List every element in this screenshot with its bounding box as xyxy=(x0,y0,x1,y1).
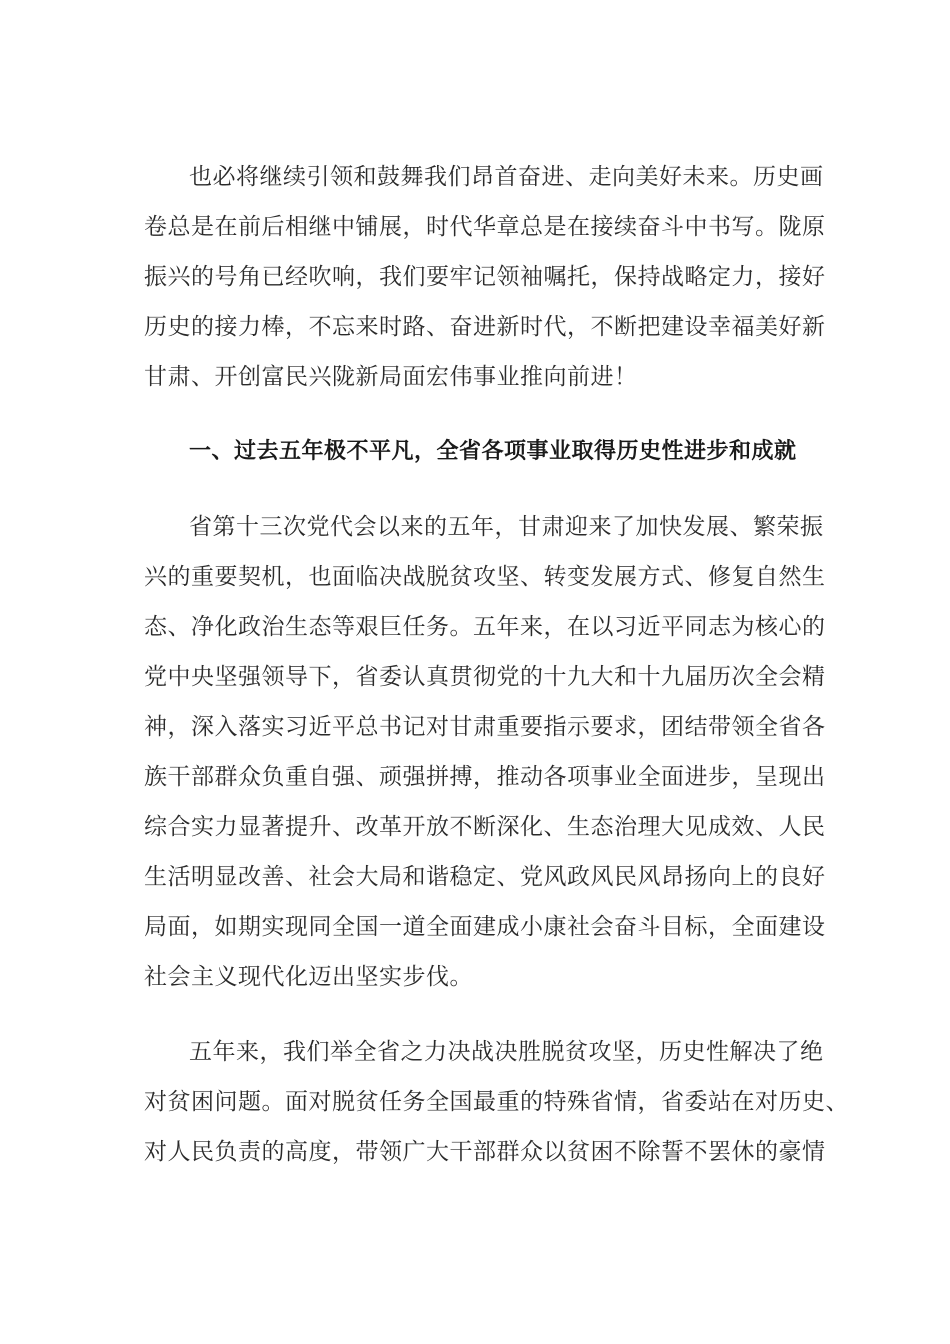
paragraph-1-line-2: 卷总是在前后相继中铺展，时代华章总是在接续奋斗中书写。陇原 xyxy=(144,214,826,240)
paragraph-2-line-3: 态、净化政治生态等艰巨任务。五年来，在以习近平同志为核心的 xyxy=(144,614,826,640)
paragraph-3-line-3: 对人民负责的高度，带领广大干部群众以贫困不除誓不罢休的豪情 xyxy=(144,1139,826,1165)
paragraph-2-line-5: 神，深入落实习近平总书记对甘肃重要指示要求，团结带领全省各 xyxy=(144,714,826,740)
paragraph-2-line-7: 综合实力显著提升、改革开放不断深化、生态治理大见成效、人民 xyxy=(144,814,826,840)
paragraph-1-line-3: 振兴的号角已经吹响，我们要牢记领袖嘱托，保持战略定力，接好 xyxy=(144,264,826,290)
section-heading: 一、过去五年极不平凡，全省各项事业取得历史性进步和成就 xyxy=(189,439,797,464)
paragraph-2-line-6: 族干部群众负重自强、顽强拼搏，推动各项事业全面进步，呈现出 xyxy=(144,764,826,790)
paragraph-3-line-1: 五年来，我们举全省之力决战决胜脱贫攻坚，历史性解决了绝 xyxy=(189,1039,824,1065)
paragraph-2-line-2: 兴的重要契机，也面临决战脱贫攻坚、转变发展方式、修复自然生 xyxy=(144,564,826,590)
paragraph-2-line-8: 生活明显改善、社会大局和谐稳定、党风政风民风昂扬向上的良好 xyxy=(144,864,826,890)
paragraph-1-line-5: 甘肃、开创富民兴陇新局面宏伟事业推向前进！ xyxy=(144,364,638,390)
paragraph-3-line-2: 对贫困问题。面对脱贫任务全国最重的特殊省情，省委站在对历史、 xyxy=(144,1089,849,1115)
paragraph-1-line-4: 历史的接力棒，不忘来时路、奋进新时代，不断把建设幸福美好新 xyxy=(144,314,826,340)
paragraph-2-line-1: 省第十三次党代会以来的五年，甘肃迎来了加快发展、繁荣振 xyxy=(189,514,824,540)
paragraph-2-line-9: 局面，如期实现同全国一道全面建成小康社会奋斗目标，全面建设 xyxy=(144,914,826,940)
paragraph-2-line-4: 党中央坚强领导下，省委认真贯彻党的十九大和十九届历次全会精 xyxy=(144,664,826,690)
paragraph-2-line-10: 社会主义现代化迈出坚实步伐。 xyxy=(144,964,473,990)
paragraph-1-line-1: 也必将继续引领和鼓舞我们昂首奋进、走向美好未来。历史画 xyxy=(189,164,824,190)
